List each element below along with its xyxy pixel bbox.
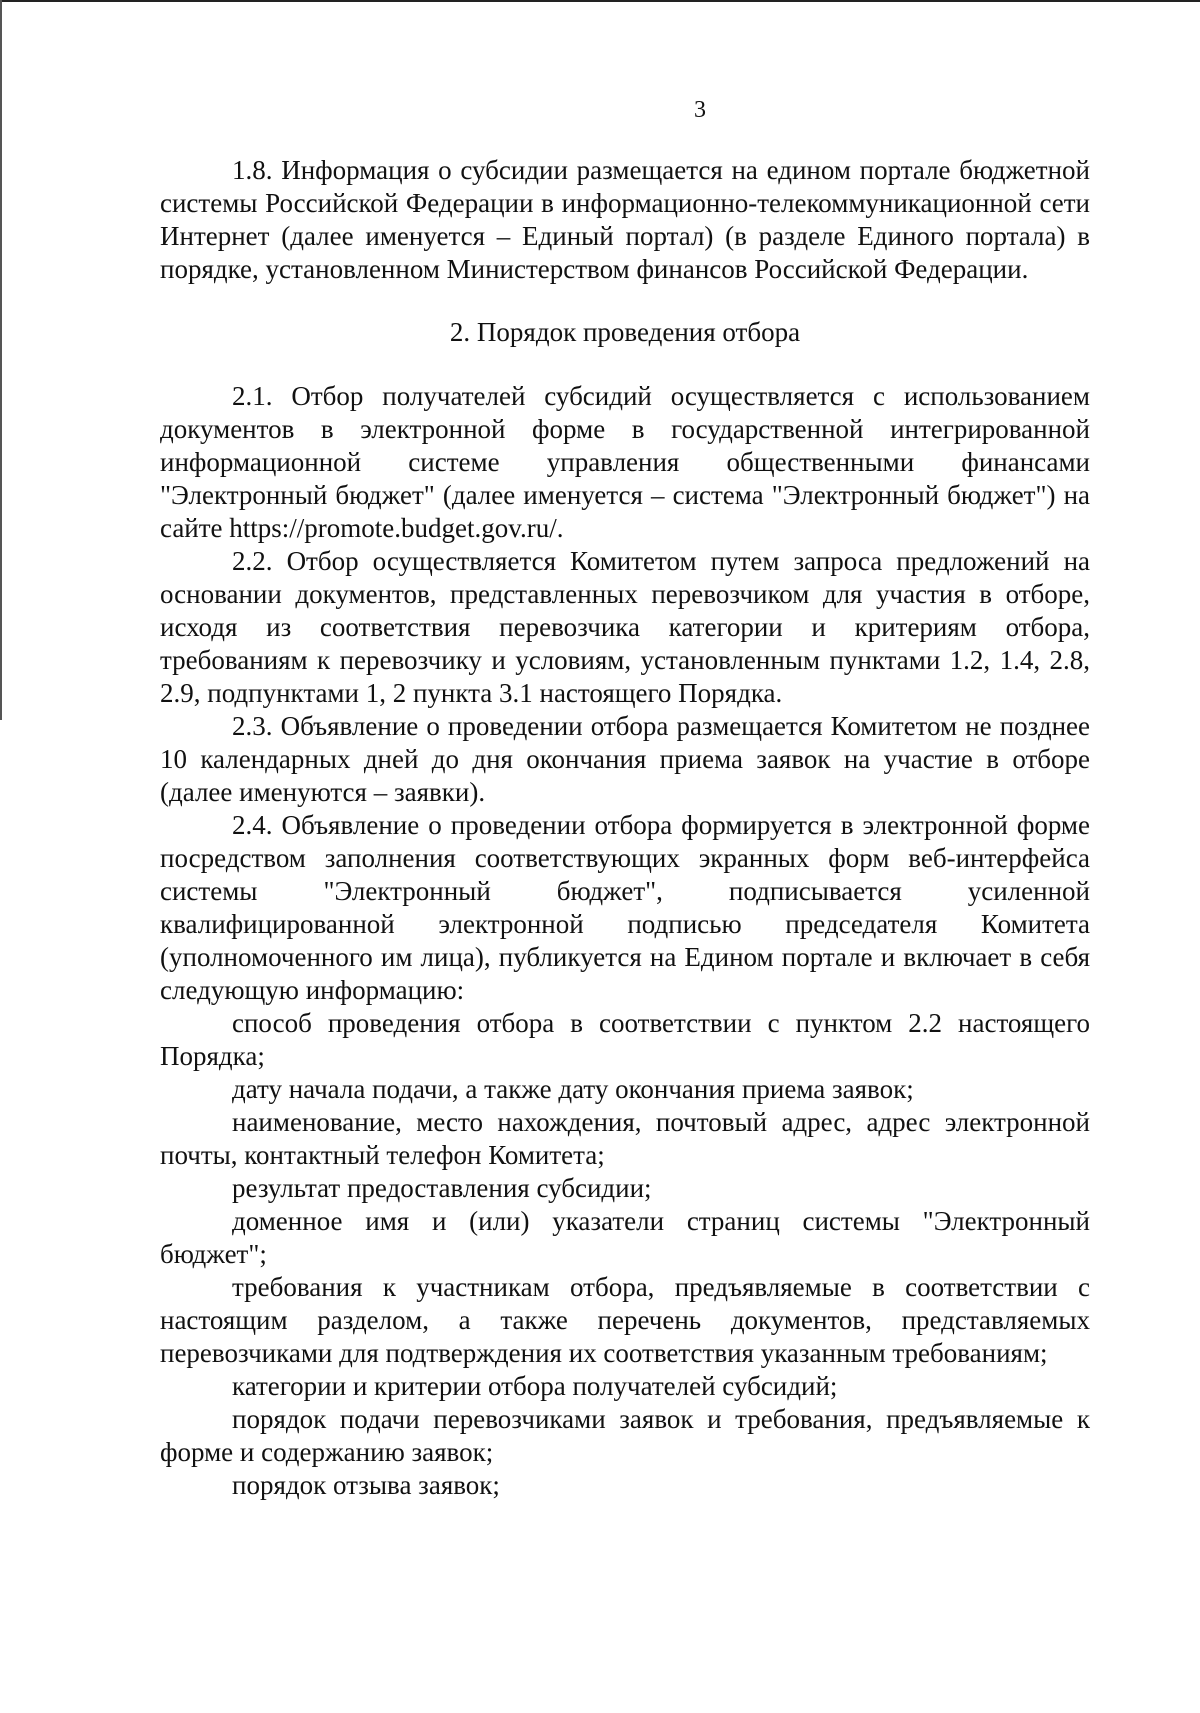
paragraph-2-3: 2.3. Объявление о проведении отбора размещается Комитетом не позднее 10 календарных дней до дня окончания приема заявок на участие в отборе (далее именуются – заявки). xyxy=(160,711,1090,807)
list-item-result: результат предоставления субсидии; xyxy=(232,1173,652,1203)
paragraph-2-2: 2.2. Отбор осуществляется Комитетом путем запроса предложений на основании документов, представленных перевозчиком для участия в отборе, исходя из соответствия перевозчика категории и критериям отбора, требованиям к перевозчику и условиям, установленным пунктами 1.2, 1.4, 2.8, 2.9, подпунктами 1, 2 пункта 3.1 настоящего Порядка. xyxy=(160,546,1090,708)
list-item-categories: категории и критерии отбора получателей субсидий; xyxy=(232,1371,838,1401)
list-item-selection-method: способ проведения отбора в соответствии с пунктом 2.2 настоящего Порядка; xyxy=(160,1008,1090,1071)
paragraph-2-1: 2.1. Отбор получателей субсидий осуществляется с использованием документов в электронной форме в государственной интегрированной информационной системе управления общественными финансами "Электронный бюджет" (далее именуется – система "Электронный бюджет") на сайте https://promote.budget.gov.ru/. xyxy=(160,381,1090,543)
paragraph-1-8: 1.8. Информация о субсидии размещается на едином портале бюджетной системы Российской Федерации в информационно-телекоммуникационной сети Интернет (далее именуется – Единый портал) (в разделе Единого портала) в порядке, установленном Министерством финансов Российской Федерации. xyxy=(160,155,1090,284)
list-item-submission-order: порядок подачи перевозчиками заявок и требования, предъявляемые к форме и содержанию заявок; xyxy=(160,1404,1090,1467)
list-item-contacts: наименование, место нахождения, почтовый адрес, адрес электронной почты, контактный телефон Комитета; xyxy=(160,1107,1090,1170)
page-number: 3 xyxy=(694,97,706,123)
paragraph-2-4: 2.4. Объявление о проведении отбора формируется в электронной форме посредством заполнения соответствующих экранных форм веб-интерфейса системы "Электронный бюджет", подписывается усиленной квалифицированной электронной подписью председателя Комитета (уполномоченного им лица), публикуется на Едином портале и включает в себя следующую информацию: xyxy=(160,810,1090,1005)
section-heading: 2. Порядок проведения отбора xyxy=(449,317,801,347)
document-page xyxy=(160,92,1090,1502)
scan-edge-top xyxy=(0,0,1200,2)
list-item-withdrawal-order: порядок отзыва заявок; xyxy=(232,1470,500,1500)
list-item-requirements: требования к участникам отбора, предъявляемые в соответствии с настоящим разделом, а также перечень документов, представляемых перевозчиками для подтверждения их соответствия указанным требованиям; xyxy=(160,1272,1090,1368)
list-item-dates: дату начала подачи, а также дату окончания приема заявок; xyxy=(232,1074,914,1104)
list-item-domain-name: доменное имя и (или) указатели страниц системы "Электронный бюджет"; xyxy=(160,1206,1090,1269)
scan-edge-left xyxy=(0,0,2,720)
